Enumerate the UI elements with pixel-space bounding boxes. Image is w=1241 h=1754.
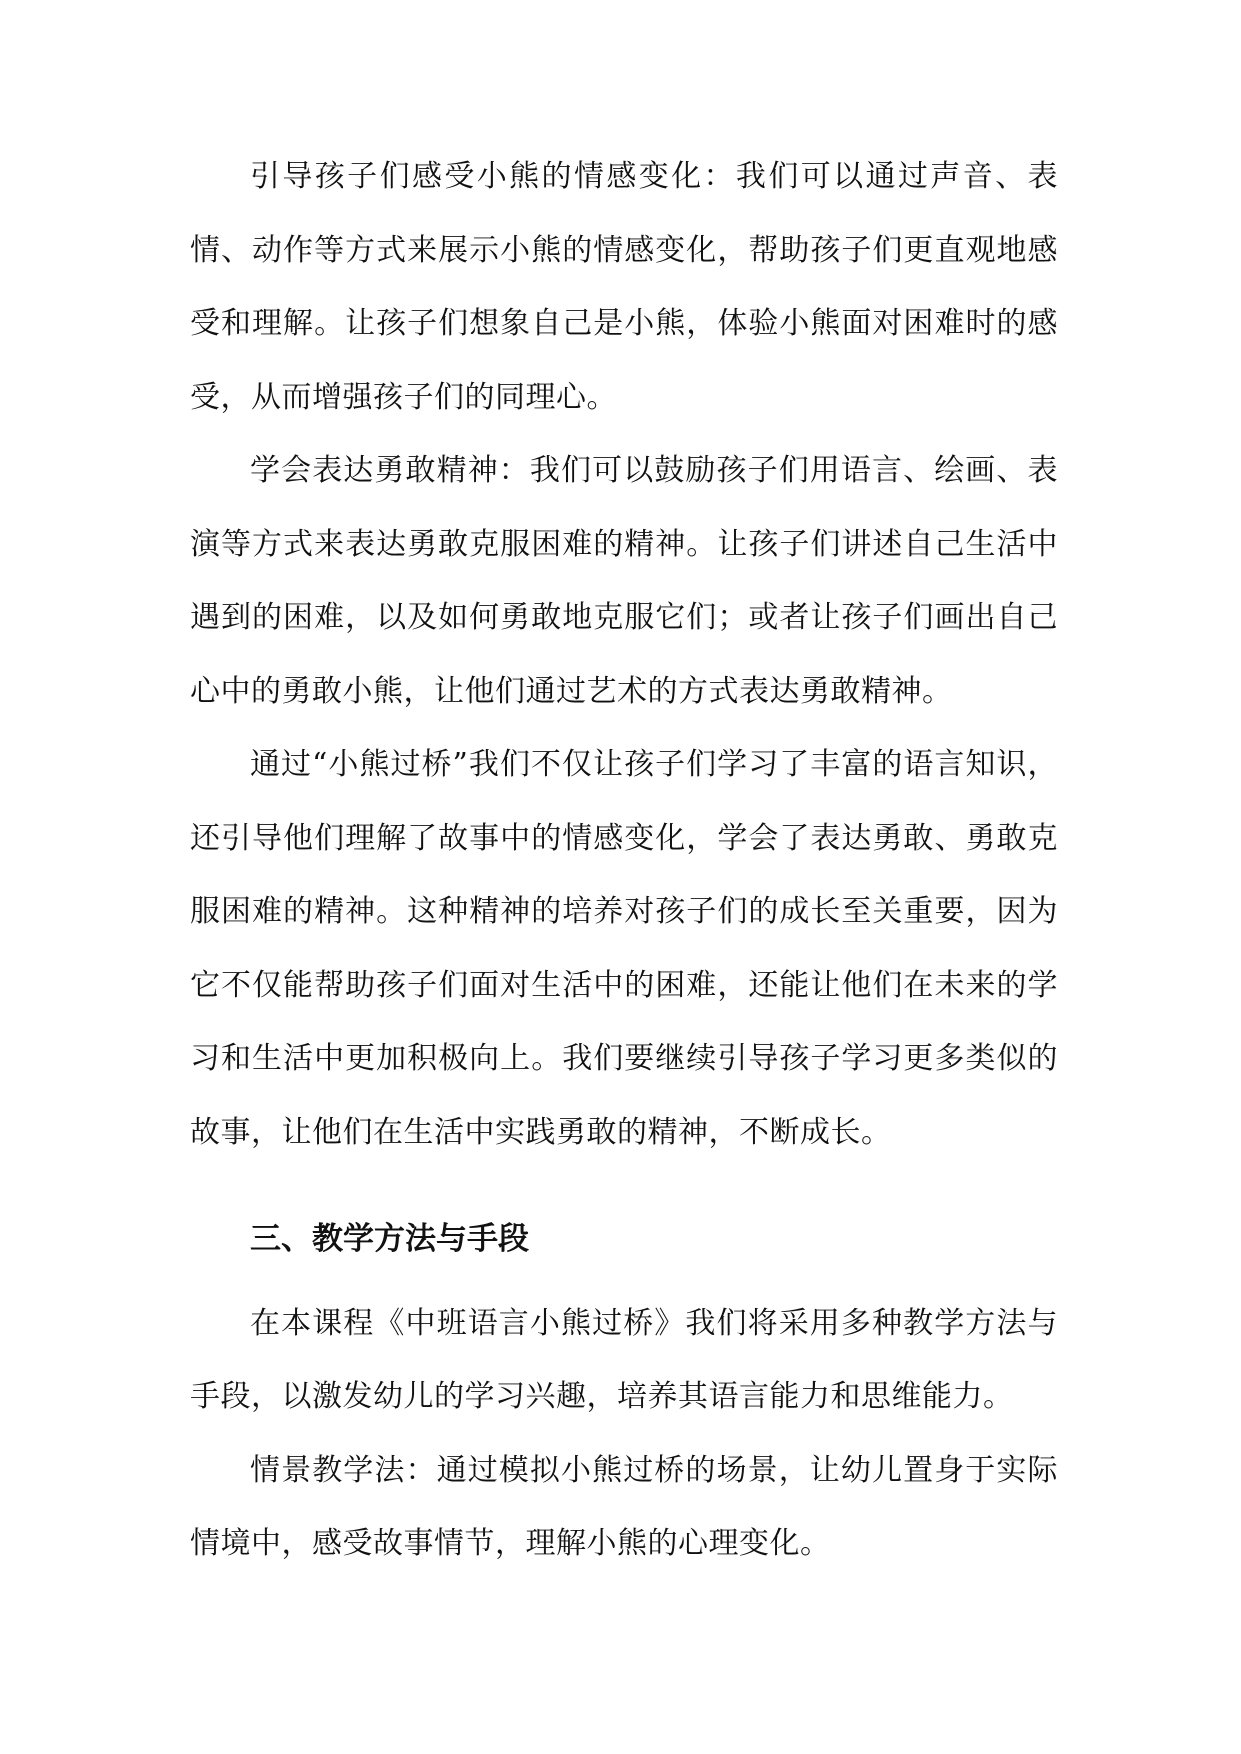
paragraph-summary: 通过“小熊过桥”我们不仅让孩子们学习了丰富的语言知识，还引导他们理解了故事中的情感变化，学会了表达勇敢、勇敢克服困难的精神。这种精神的培养对孩子们的成长至关重要，因为它不仅能帮助孩子们面对生活中的困难，还能让他们在未来的学习和生活中更加积极向上。我们要继续引导孩子学习更多类似的故事，让他们在生活中实践勇敢的精神，不断成长。 bbox=[190, 747, 1058, 1150]
document-body bbox=[190, 140, 1058, 1581]
paragraph-situational-teaching: 情景教学法：通过模拟小熊过桥的场景，让幼儿置身于实际情境中，感受故事情节，理解小熊的心理变化。 bbox=[190, 1452, 1058, 1561]
paragraph-course-intro: 在本课程《中班语言小熊过桥》我们将采用多种教学方法与手段，以激发幼儿的学习兴趣，培养其语言能力和思维能力。 bbox=[190, 1305, 1058, 1414]
paragraph-express-courage: 学会表达勇敢精神：我们可以鼓励孩子们用语言、绘画、表演等方式来表达勇敢克服困难的精神。让孩子们讲述自己生活中遇到的困难，以及如何勇敢地克服它们；或者让孩子们画出自己心中的勇敢小熊，让他们通过艺术的方式表达勇敢精神。 bbox=[190, 453, 1058, 709]
section-heading-teaching-methods: 三、教学方法与手段 bbox=[250, 1221, 529, 1257]
paragraph-emotion-change: 引导孩子们感受小熊的情感变化：我们可以通过声音、表情、动作等方式来展示小熊的情感变化，帮助孩子们更直观地感受和理解。让孩子们想象自己是小熊，体验小熊面对困难时的感受，从而增强孩子们的同理心。 bbox=[190, 159, 1058, 415]
